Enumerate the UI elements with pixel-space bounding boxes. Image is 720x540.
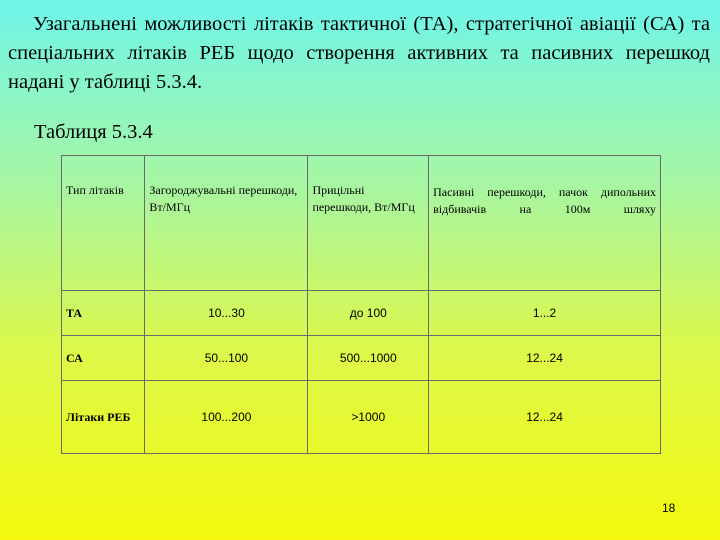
table-row bbox=[62, 381, 661, 454]
table-caption: Таблиця 5.3.4 bbox=[34, 121, 153, 143]
row-barrage-value: 100...200 bbox=[145, 381, 308, 454]
header-spot-jamming: Прицільні перешкоди, Вт/МГц bbox=[308, 156, 429, 291]
header-aircraft-type: Тип літаків bbox=[62, 156, 145, 291]
row-spot-value: 500...1000 bbox=[308, 336, 429, 381]
row-spot-value: до 100 bbox=[308, 291, 429, 336]
row-passive-value: 12...24 bbox=[429, 381, 661, 454]
capabilities-table bbox=[61, 155, 661, 454]
row-aircraft-type: ТА bbox=[62, 291, 145, 336]
table-row bbox=[62, 291, 661, 336]
row-passive-value: 1...2 bbox=[429, 291, 661, 336]
row-aircraft-type: Літаки РЕБ bbox=[62, 381, 145, 454]
row-passive-value: 12...24 bbox=[429, 336, 661, 381]
row-barrage-value: 50...100 bbox=[145, 336, 308, 381]
row-barrage-value: 10...30 bbox=[145, 291, 308, 336]
row-spot-value: >1000 bbox=[308, 381, 429, 454]
page-number: 18 bbox=[662, 501, 676, 515]
header-passive-jamming: Пасивні перешкоди, пачок дипольних відбивачів на 100м шляху bbox=[429, 156, 661, 291]
intro-paragraph: Узагальнені можливості літаків тактичної (ТА), стратегічної авіації (СА) та спеціальних літаків РЕБ щодо створення активних та пасивних перешкод надані у таблиці 5.3.4. bbox=[8, 13, 710, 93]
table-row bbox=[62, 336, 661, 381]
row-aircraft-type: СА bbox=[62, 336, 145, 381]
header-barrage-jamming: Загороджувальні перешкоди, Вт/МГц bbox=[145, 156, 308, 291]
table-header-row bbox=[62, 156, 661, 291]
